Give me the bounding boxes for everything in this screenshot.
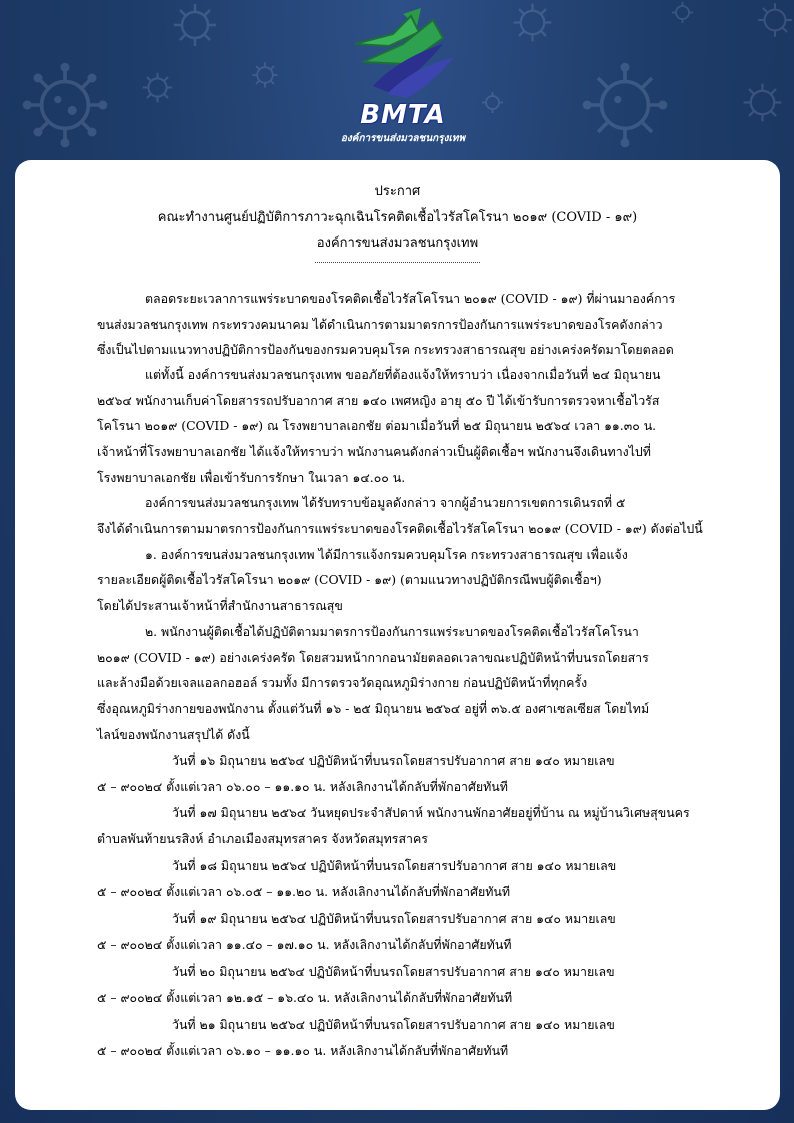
virus-icon (510, 0, 555, 45)
body-line: วันที่ ๑๗ มิถุนายน ๒๕๖๔ วันหยุดประจำสัปดาห์ พนักงานพักอาศัยอยู่ที่บ้าน ณ หมู่บ้านวิเศษสุขนคร (172, 805, 690, 820)
announcement-card (15, 160, 780, 1110)
body-line: ๕ – ๙๐๐๒๔ ตั้งแต่เวลา ๐๖.๐๕ – ๑๑.๒๐ น. หลังเลิกงานได้กลับที่พักอาศัยทันที (97, 884, 511, 899)
body-line: องค์การขนส่งมวลชนกรุงเทพ ได้รับทราบข้อมูลดังกล่าว จากผู้อำนวยการเขตการเดินรถที่ ๕ (145, 495, 626, 510)
body-line: และล้างมือด้วยเจลแอลกอฮอล์ รวมทั้ง มีการตรวจวัดอุณหภูมิร่างกาย ก่อนปฏิบัติหน้าที่ทุกครั้ง (97, 675, 588, 690)
body-line: ๕ – ๙๐๐๒๔ ตั้งแต่เวลา ๐๖.๑๐ – ๑๑.๑๐ น. หลังเลิกงานได้กลับที่พักอาศัยทันที (97, 1043, 509, 1058)
virus-icon (740, 80, 785, 125)
body-line: ๒. พนักงานผู้ติดเชื้อได้ปฏิบัติตามมาตรการป้องกันการแพร่ระบาดของโรคติดเชื้อไวรัสโคโรนา (145, 624, 639, 639)
body-line: วันที่ ๑๙ มิถุนายน ๒๕๖๔ ปฏิบัติหน้าที่บนรถโดยสารปรับอากาศ สาย ๑๔๐ หมายเลข (172, 911, 616, 926)
bmta-logo-mark-icon (333, 4, 473, 104)
bmta-logo (333, 4, 473, 154)
body-line: ๑. องค์การขนส่งมวลชนกรุงเทพ ได้มีการแจ้งกรมควบคุมโรค กระทรวงสาธารณสุข เพื่อแจ้ง (145, 547, 628, 562)
virus-icon (480, 90, 505, 115)
body-line: โดยได้ประสานเจ้าหน้าที่สำนักงานสาธารณสุข (97, 598, 343, 613)
virus-icon (140, 70, 175, 105)
body-line: ๕ – ๙๐๐๒๔ ตั้งแต่เวลา ๐๖.๐๐ – ๑๑.๑๐ น. หลังเลิกงานได้กลับที่พักอาศัยทันที (97, 779, 508, 794)
brand-name: BMTA (360, 100, 446, 130)
body-line: วันที่ ๒๑ มิถุนายน ๒๕๖๔ ปฏิบัติหน้าที่บนรถโดยสารปรับอากาศ สาย ๑๔๐ หมายเลข (172, 1017, 615, 1032)
body-line: ๒๐๑๙ (COVID - ๑๙) อย่างเคร่งครัด โดยสวมหน้ากากอนามัยตลอดเวลาขณะปฏิบัติหน้าที่บนรถโดยสาร (97, 650, 649, 665)
body-line: โรงพยาบาลเอกชัย เพื่อเข้ารับการรักษา ในเวลา ๑๔.๐๐ น. (97, 470, 406, 485)
body-line: วันที่ ๑๘ มิถุนายน ๒๕๖๔ ปฏิบัติหน้าที่บนรถโดยสารปรับอากาศ สาย ๑๔๐ หมายเลข (172, 858, 617, 873)
body-line: วันที่ ๑๖ มิถุนายน ๒๕๖๔ ปฏิบัติหน้าที่บนรถโดยสารปรับอากาศ สาย ๑๔๐ หมายเลข (172, 753, 615, 768)
body-line: รายละเอียดผู้ติดเชื้อไวรัสโคโรนา ๒๐๑๙ (COVID - ๑๙) (ตามแนวทางปฏิบัติกรณีพบผู้ติดเชื้อฯ) (97, 572, 602, 587)
announcement-subtitle: คณะทำงานศูนย์ปฏิบัติการภาวะฉุกเฉินโรคติดเชื้อไวรัสโคโรนา ๒๐๑๙ (COVID - ๑๙) (157, 210, 638, 225)
announcement-title: ประกาศ (374, 184, 421, 199)
body-line: วันที่ ๒๐ มิถุนายน ๒๕๖๔ ปฏิบัติหน้าที่บนรถโดยสารปรับอากาศ สาย ๑๔๐ หมายเลข (172, 964, 615, 979)
dotted-divider (315, 262, 480, 263)
body-line: จึงได้ดำเนินการตามมาตรการป้องกันการแพร่ระบาดของโรคติดเชื้อไวรัสโคโรนา ๒๐๑๙ (COVID - ๑๙) ดังต่อไปนี้ (97, 521, 703, 536)
virus-icon (670, 0, 695, 25)
body-line: เจ้าหน้าที่โรงพยาบาลเอกชัย ได้แจ้งให้ทราบว่า พนักงานคนดังกล่าวเป็นผู้ติดเชื้อฯ พนักงานจึงเดินทางไปที่ (97, 444, 651, 459)
body-line: ๕ – ๙๐๐๒๔ ตั้งแต่เวลา ๑๒.๑๕ – ๑๖.๔๐ น. หลังเลิกงานได้กลับที่พักอาศัยทันที (97, 990, 513, 1005)
body-line: ตำบลพันท้ายนรสิงห์ อำเภอเมืองสมุทรสาคร จังหวัดสมุทรสาคร (97, 831, 428, 846)
body-line: ซึ่งอุณหภูมิร่างกายของพนักงาน ตั้งแต่วันที่ ๑๖ - ๒๕ มิถุนายน ๒๕๖๔ อยู่ที่ ๓๖.๕ องศาเซลเซียส โดยไทม์ (97, 701, 650, 716)
virus-icon (580, 60, 670, 150)
body-line: ตลอดระยะเวลาการแพร่ระบาดของโรคติดเชื้อไวรัสโคโรนา ๒๐๑๙ (COVID - ๑๙) ที่ผ่านมาองค์การ (145, 291, 676, 306)
virus-icon (20, 60, 110, 150)
body-line: ๕ – ๙๐๐๒๔ ตั้งแต่เวลา ๑๑.๔๐ – ๑๗.๑๐ น. หลังเลิกงานได้กลับที่พักอาศัยทันที (97, 937, 512, 952)
body-line: ๒๕๖๔ พนักงานเก็บค่าโดยสารรถปรับอากาศ สาย ๑๔๐ เพศหญิง อายุ ๕๐ ปี ได้เข้ารับการตรวจหาเชื้อไวรัส (97, 393, 660, 408)
brand-subtitle: องค์การขนส่งมวลชนกรุงเทพ (340, 133, 466, 144)
virus-icon (250, 60, 280, 90)
body-line: ซึ่งเป็นไปตามแนวทางปฏิบัติการป้องกันของกรมควบคุมโรค กระทรวงสาธารณสุข อย่างเคร่งครัดมาโดยตลอด (97, 342, 674, 357)
virus-icon (170, 0, 220, 50)
body-line: แต่ทั้งนี้ องค์การขนส่งมวลชนกรุงเทพ ขออภัยที่ต้องแจ้งให้ทราบว่า เนื่องจากเมื่อวันที่ ๒๔ มิถุนายน (145, 367, 661, 382)
virus-icon (755, 0, 794, 40)
body-line: ขนส่งมวลชนกรุงเทพ กระทรวงคมนาคม ได้ดำเนินการตามมาตรการป้องกันการแพร่ระบาดของโรคดังกล่าว (97, 317, 663, 332)
body-line: โคโรนา ๒๐๑๙ (COVID - ๑๙) ณ โรงพยาบาลเอกชัย ต่อมาเมื่อวันที่ ๒๕ มิถุนายน ๒๕๖๔ เวลา ๑๑.๓๐ น. (97, 418, 657, 433)
body-line: ไลน์ของพนักงานสรุปได้ ดังนี้ (97, 727, 250, 742)
announcement-org: องค์การขนส่งมวลชนกรุงเทพ (316, 236, 479, 251)
